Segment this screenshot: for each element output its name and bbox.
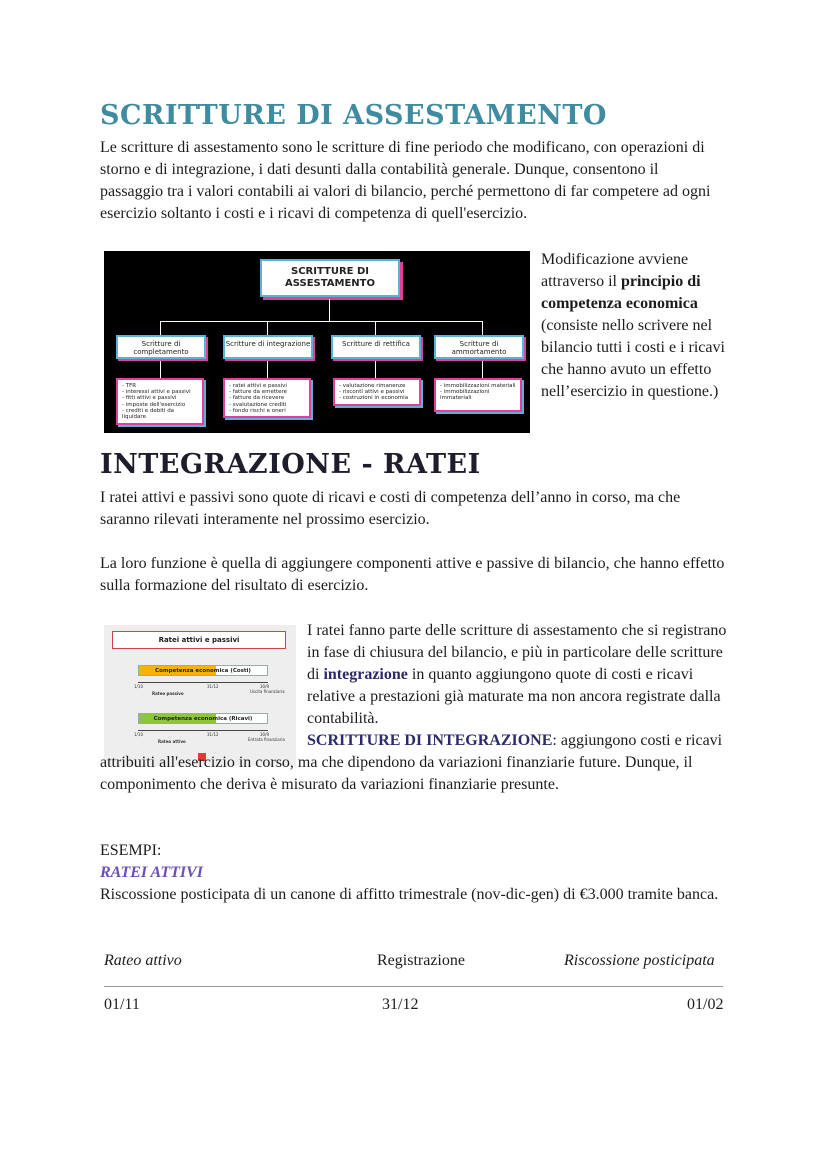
details-integrazione: - ratei attivi e passivi - fatture da emettere - fatture da ricevere - svalutazione crediti - fondo rischi e oneri [223, 378, 311, 418]
timeline-divider [104, 986, 723, 987]
bar-costi: Competenza economica (Costi) [138, 665, 268, 676]
ratei-diagram-title: Ratei attivi e passivi [112, 631, 286, 649]
timeline-header-registrazione: Registrazione [377, 952, 465, 969]
rateo-passivo-label: Rateo passivo [152, 691, 184, 696]
section-title-assestamento: SCRITTURE DI ASSESTAMENTO [100, 100, 607, 131]
details-rettifica: - valutazione rimanenze - risconti attivi e passivi - costruzioni in economia [333, 378, 421, 406]
example-text: Riscossione posticipata di un canone di affitto trimestrale (nov-dic-gen) di €3.000 tramite banca. [100, 886, 719, 903]
ratei-attivi-subheading: RATEI ATTIVI [100, 864, 203, 881]
section-title-ratei: INTEGRAZIONE - RATEI [100, 449, 481, 480]
side-note: Modificazione avviene attraverso il principio di competenza economica (consiste nello scrivere nel bilancio tutti i costi e i ricavi che hanno avuto un effetto nell’esercizio in questione.) [541, 251, 725, 400]
diagram-main-box: SCRITTURE DI ASSESTAMENTO [260, 259, 400, 297]
details-ammortamento: - immobilizzazioni materiali - immobilizzazioni immateriali [434, 378, 522, 412]
ratei-paragraph-3: I ratei fanno parte delle scritture di assestamento che si registrano in fase di chiusura del bilancio, e più in particolare delle scritture di integrazione in quanto aggiungono quote di costi e ricavi relative a prestazioni già maturate ma non ancora registrate dalla contabilità. [307, 622, 727, 727]
details-completamento: - TFR - interessi attivi e passivi - fitti attivi e passivi - imposte dell'esercizio - crediti e debiti da liquidare [116, 378, 204, 425]
timeline-header-riscossione: Riscossione posticipata [564, 952, 715, 969]
ratei-paragraph-1: I ratei attivi e passivi sono quote di ricavi e costi di competenza dell’anno in corso, ma che saranno rilevati interamente nel prossimo esercizio. [100, 489, 681, 528]
timeline-header-rateo: Rateo attivo [104, 952, 182, 969]
timeline-date-3: 01/02 [687, 996, 724, 1013]
intro-paragraph: Le scritture di assestamento sono le scritture di fine periodo che modificano, con operazioni di storno e di integrazione, i dati desunti dalla contabilità generale. Dunque, consentono il passaggio tra i valori contabili ai valori di bilancio, perché permettono di far competere ad ogni esercizio soltanto i costi e i ricavi di competenza di quell'esercizio. [100, 139, 711, 222]
ratei-diagram: Ratei attivi e passivi Competenza economica (Costi) 1/10 31/12 30/9 Rateo passivo Uscita finanziaria Competenza economica (Ricavi) 1/10 31/12 30/9 Rateo attivo Entrata finanziaria [104, 625, 296, 766]
timeline-date-2: 31/12 [382, 996, 419, 1013]
category-integrazione: Scritture di integrazione [223, 335, 313, 359]
category-rettifica: Scritture di rettifica [331, 335, 421, 359]
examples-heading: ESEMPI: [100, 842, 162, 859]
bar-ricavi: Competenza economica (Ricavi) [138, 713, 268, 724]
ratei-paragraph-4: SCRITTURE DI INTEGRAZIONE: aggiungono costi e ricavi attribuiti all'esercizio in corso, ma che dipendono da variazioni finanziarie future. Dunque, il componimento che deriva è misurato da variazioni finanziarie presunte. [100, 732, 723, 793]
category-completamento: Scritture di completamento [116, 335, 206, 359]
assestamento-diagram [104, 251, 530, 433]
ratei-paragraph-2: La loro funzione è quella di aggiungere componenti attive e passive di bilancio, che hanno effetto sulla formazione del risultato di esercizio. [100, 555, 725, 594]
rateo-attivo-label: Rateo attivo [158, 739, 186, 744]
category-ammortamento: Scritture di ammortamento [434, 335, 524, 359]
timeline-date-1: 01/11 [104, 996, 140, 1013]
